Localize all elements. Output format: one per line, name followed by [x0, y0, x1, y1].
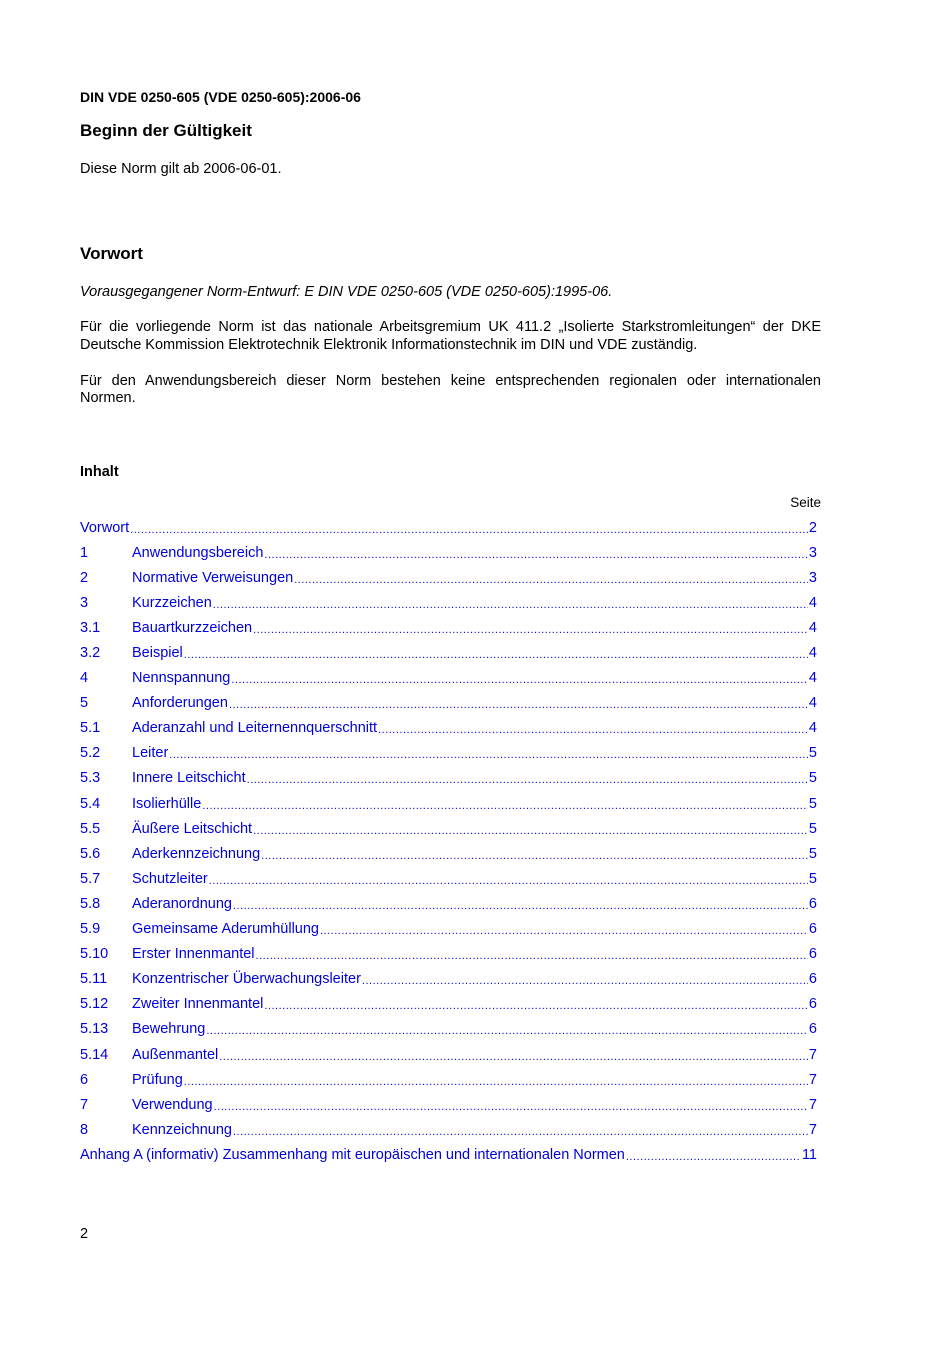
toc-leader-dots	[247, 774, 808, 786]
toc-leader-dots	[209, 875, 808, 887]
toc-entry-number: 5.2	[80, 745, 101, 762]
toc-entry[interactable]	[80, 565, 817, 590]
toc-leader-dots	[213, 599, 808, 611]
toc-leader-dots	[229, 699, 808, 711]
toc-entry-title[interactable]: Kennzeichnung	[132, 1121, 232, 1138]
toc-entry-title[interactable]: Prüfung	[132, 1071, 183, 1088]
toc-entry-title[interactable]: Außenmantel	[132, 1046, 219, 1063]
toc-leader-dots	[130, 524, 808, 536]
toc-leader-dots	[169, 749, 808, 761]
toc-entry-title[interactable]: Kurzzeichen	[132, 594, 212, 611]
toc-entry[interactable]	[80, 766, 817, 791]
toc-page-label: Seite	[790, 495, 821, 510]
toc-entry-page[interactable]: 2	[808, 519, 817, 536]
toc-leader-dots	[261, 850, 808, 862]
toc-entry-page[interactable]: 6	[808, 921, 817, 938]
document-id: DIN VDE 0250-605 (VDE 0250-605):2006-06	[80, 89, 361, 105]
toc-entry-page[interactable]: 5	[808, 820, 817, 837]
toc-entry-page[interactable]: 5	[808, 845, 817, 862]
toc-entry-title[interactable]: Beispiel	[132, 645, 183, 662]
toc-entry-page[interactable]: 6	[808, 996, 817, 1013]
toc-entry-title[interactable]: Nennspannung	[132, 670, 231, 687]
toc-leader-dots	[233, 900, 808, 912]
foreword-heading: Vorwort	[80, 244, 143, 263]
toc-entry-title[interactable]: Vorwort	[80, 519, 130, 536]
toc-leader-dots	[202, 800, 808, 812]
toc-entry-page[interactable]: 7	[808, 1046, 817, 1063]
toc-entry-number: 5	[80, 695, 89, 712]
toc-entry-number: 3.1	[80, 619, 101, 636]
toc-entry-number: 6	[80, 1071, 89, 1088]
toc-entry[interactable]	[80, 1042, 817, 1067]
toc-entry-number: 4	[80, 670, 89, 687]
toc-entry[interactable]	[80, 841, 817, 866]
toc-entry-title[interactable]: Bauartkurzzeichen	[132, 619, 253, 636]
toc-entry-title[interactable]: Aderkennzeichnung	[132, 845, 261, 862]
toc-entry[interactable]	[80, 967, 817, 992]
toc-entry-page[interactable]: 4	[808, 670, 817, 687]
toc-heading: Inhalt	[80, 464, 119, 480]
toc-entry-page[interactable]: 6	[808, 946, 817, 963]
toc-entry-number: 5.6	[80, 845, 101, 862]
toc-entry-number: 5.13	[80, 1021, 109, 1038]
toc-entry[interactable]	[80, 515, 817, 540]
toc-leader-dots	[253, 825, 808, 837]
toc-entry-title[interactable]: Normative Verweisungen	[132, 569, 294, 586]
toc-entry[interactable]	[80, 866, 817, 891]
toc-entry[interactable]	[80, 992, 817, 1017]
toc-leader-dots	[253, 624, 808, 636]
toc-entry-number: 5.5	[80, 820, 101, 837]
page-number: 2	[80, 1226, 89, 1242]
toc-entry-title[interactable]: Schutzleiter	[132, 870, 208, 887]
toc-entry-page[interactable]: 5	[808, 870, 817, 887]
toc-entry-title[interactable]: Aderanzahl und Leiternennquerschnitt	[132, 720, 378, 737]
toc-entry[interactable]	[80, 1017, 817, 1042]
toc-entry[interactable]	[80, 615, 817, 640]
toc-entry-page[interactable]: 7	[808, 1121, 817, 1138]
toc-entry-number: 5.3	[80, 770, 101, 787]
toc-entry-title[interactable]: Isolierhülle	[132, 795, 202, 812]
toc-entry-page[interactable]: 7	[808, 1071, 817, 1088]
toc-entry-number: 5.1	[80, 720, 101, 737]
toc-entry-page[interactable]: 4	[808, 720, 817, 737]
toc-entry-page[interactable]: 6	[808, 971, 817, 988]
toc-entry[interactable]	[80, 1067, 817, 1092]
toc-entry-title[interactable]: Konzentrischer Überwachungsleiter	[132, 971, 361, 988]
toc-entry[interactable]	[80, 1117, 817, 1142]
toc-entry[interactable]	[80, 741, 817, 766]
toc-entry[interactable]	[80, 1142, 817, 1167]
toc-entry-page[interactable]: 5	[808, 745, 817, 762]
toc-entry[interactable]	[80, 540, 817, 565]
toc-leader-dots	[626, 1151, 801, 1163]
toc-entry[interactable]	[80, 666, 817, 691]
previous-draft-note: Vorausgegangener Norm-Entwurf: E DIN VDE 0250-605 (VDE 0250-605):1995-06.	[80, 284, 613, 300]
toc-entry[interactable]	[80, 791, 817, 816]
toc-entry-title[interactable]: Verwendung	[132, 1096, 213, 1113]
toc-leader-dots	[256, 950, 808, 962]
toc-entry-page[interactable]: 3	[808, 544, 817, 561]
toc-entry[interactable]	[80, 942, 817, 967]
toc-leader-dots	[184, 649, 808, 661]
toc-entry[interactable]	[80, 1092, 817, 1117]
toc-entry-number: 5.7	[80, 870, 101, 887]
toc-entry-page[interactable]: 3	[808, 569, 817, 586]
toc-entry-page[interactable]: 4	[808, 594, 817, 611]
toc-entry-title[interactable]: Innere Leitschicht	[132, 770, 246, 787]
toc-entry-number: 5.8	[80, 895, 101, 912]
toc-entry-number: 5.14	[80, 1046, 109, 1063]
toc-entry-number: 5.12	[80, 996, 109, 1013]
toc-entry-number: 5.4	[80, 795, 101, 812]
toc-entry-page[interactable]: 11	[801, 1146, 817, 1163]
toc-entry-page[interactable]: 6	[808, 1021, 817, 1038]
toc-entry-number: 1	[80, 544, 89, 561]
foreword-paragraph-2-line-2: Normen.	[80, 390, 136, 406]
toc-entry-page[interactable]: 4	[808, 645, 817, 662]
toc-entry[interactable]	[80, 716, 817, 741]
toc-entry[interactable]	[80, 691, 817, 716]
toc-entry[interactable]	[80, 640, 817, 665]
toc-entry-page[interactable]: 4	[808, 619, 817, 636]
toc-leader-dots	[264, 549, 808, 561]
toc-leader-dots	[320, 925, 808, 937]
toc-leader-dots	[378, 724, 808, 736]
toc-entry[interactable]	[80, 816, 817, 841]
toc-entry-title[interactable]: Anhang A (informativ) Zusammenhang mit europäischen und internationalen Normen	[80, 1146, 625, 1163]
toc-entry-page[interactable]: 7	[808, 1096, 817, 1113]
validity-text: Diese Norm gilt ab 2006-06-01.	[80, 161, 282, 177]
toc-leader-dots	[184, 1076, 808, 1088]
toc-entry-title[interactable]: Anforderungen	[132, 695, 228, 712]
toc-leader-dots	[362, 975, 808, 987]
toc-entry-page[interactable]: 4	[808, 695, 817, 712]
toc-leader-dots	[214, 1101, 808, 1113]
toc-entry-title[interactable]: Aderanordnung	[132, 895, 232, 912]
toc-entry-number: 8	[80, 1121, 89, 1138]
toc-leader-dots	[264, 1000, 808, 1012]
toc-entry-page[interactable]: 5	[808, 795, 817, 812]
toc-leader-dots	[219, 1051, 808, 1063]
toc-entry-title[interactable]: Bewehrung	[132, 1021, 206, 1038]
toc-entry-number: 2	[80, 569, 89, 586]
toc-leader-dots	[206, 1025, 808, 1037]
toc-entry-number: 3.2	[80, 645, 101, 662]
foreword-paragraph-1-line-1: Für die vorliegende Norm ist das nationale Arbeitsgremium UK 411.2 „Isolierte Starkstromleitungen“ der DKE	[80, 319, 821, 335]
validity-heading: Beginn der Gültigkeit	[80, 121, 252, 140]
foreword-paragraph-1-line-2: Deutsche Kommission Elektrotechnik Elektronik Informationstechnik im DIN und VDE zuständig.	[80, 337, 698, 353]
toc-entry-title[interactable]: Äußere Leitschicht	[132, 820, 253, 837]
toc-entry[interactable]	[80, 590, 817, 615]
toc-leader-dots	[294, 574, 808, 586]
toc-entry-title[interactable]: Anwendungsbereich	[132, 544, 264, 561]
toc-entry-title[interactable]: Erster Innenmantel	[132, 946, 255, 963]
toc-entry-number: 5.10	[80, 946, 109, 963]
toc-entry-page[interactable]: 6	[808, 895, 817, 912]
toc-entry-page[interactable]: 5	[808, 770, 817, 787]
toc-entry[interactable]	[80, 891, 817, 916]
foreword-paragraph-2-line-1: Für den Anwendungsbereich dieser Norm bestehen keine entsprechenden regionalen oder internationalen	[80, 373, 821, 389]
toc-entry-number: 5.11	[80, 971, 108, 988]
toc-entry-number: 7	[80, 1096, 89, 1113]
toc-entry-number: 5.9	[80, 921, 101, 938]
toc-leader-dots	[231, 674, 808, 686]
toc-leader-dots	[233, 1126, 808, 1138]
table-of-contents	[80, 515, 817, 1167]
toc-entry[interactable]	[80, 917, 817, 942]
toc-entry-number: 3	[80, 594, 89, 611]
toc-entry-title[interactable]: Leiter	[132, 745, 169, 762]
toc-entry-title[interactable]: Gemeinsame Aderumhüllung	[132, 921, 319, 938]
toc-entry-title[interactable]: Zweiter Innenmantel	[132, 996, 264, 1013]
